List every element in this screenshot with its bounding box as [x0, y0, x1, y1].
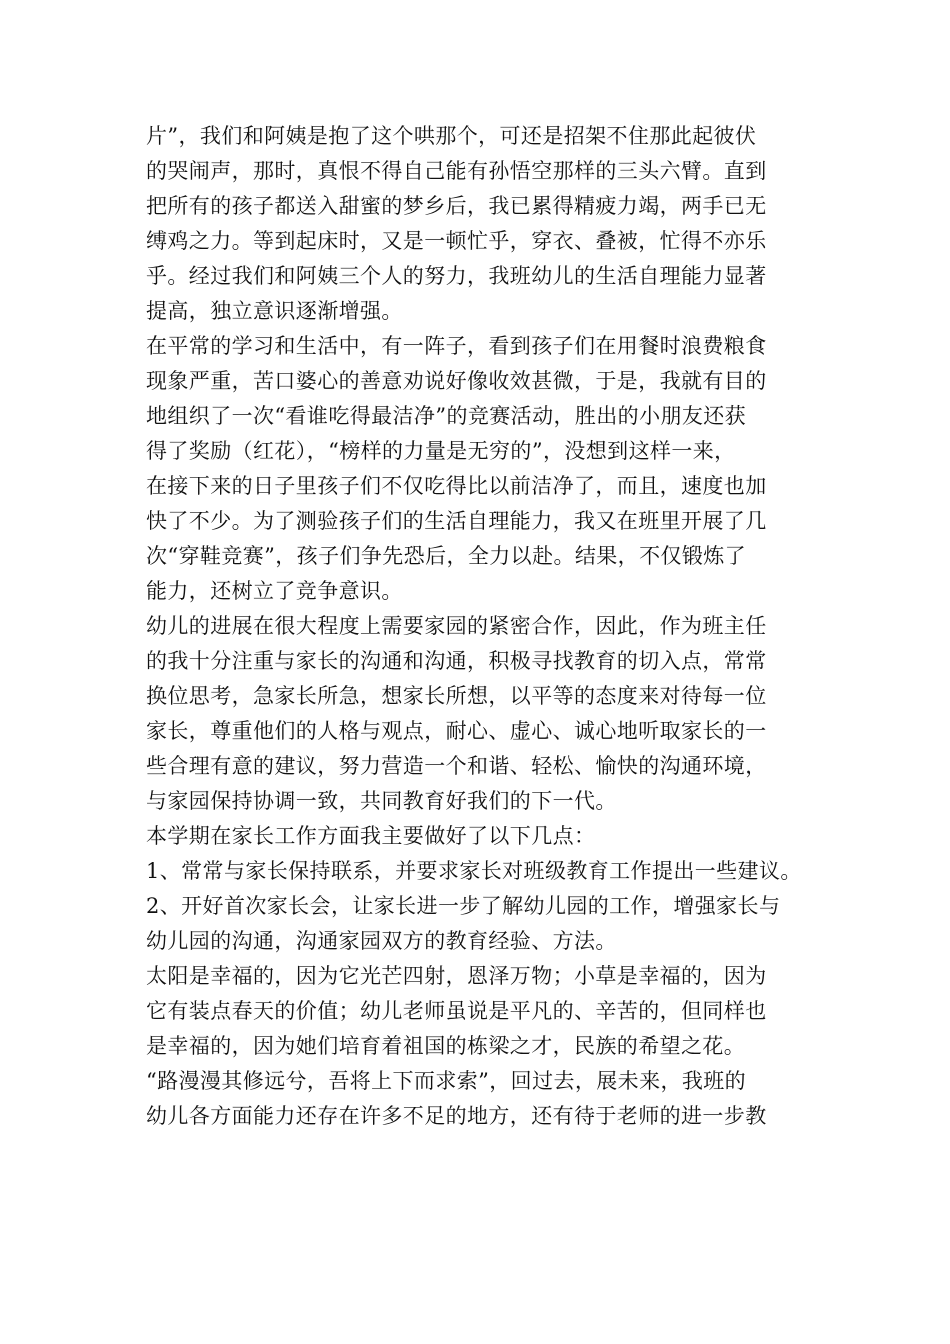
text-line: 次“穿鞋竞赛”，孩子们争先恐后，全力以赴。结果，不仅锻炼了: [146, 544, 747, 568]
text-line: 得了奖励（红花），“榜样的力量是无穷的”，没想到这样一来，: [146, 439, 736, 463]
text-line: 乎。经过我们和阿姨三个人的努力，我班幼儿的生活自理能力显著: [146, 264, 767, 288]
text-line: 能力，还树立了竞争意识。: [146, 579, 403, 603]
text-line: 幼儿园的沟通，沟通家园双方的教育经验、方法。: [146, 929, 617, 953]
text-line: 快了不少。为了测验孩子们的生活自理能力，我又在班里开展了几: [146, 509, 767, 533]
text-line: 家长，尊重他们的人格与观点，耐心、虚心、诚心地听取家长的一: [146, 719, 767, 743]
text-line: 2、开好首次家长会，让家长进一步了解幼儿园的工作，增强家长与: [146, 894, 781, 918]
text-line: 在平常的学习和生活中，有一阵子，看到孩子们在用餐时浪费粮食: [146, 334, 767, 358]
text-line: 片”，我们和阿姨是抱了这个哄那个，可还是招架不住那此起彼伏: [146, 124, 757, 148]
document-body: [146, 119, 816, 1134]
text-line: 幼儿各方面能力还存在许多不足的地方，还有待于老师的进一步教: [146, 1104, 767, 1128]
text-line: 1、常常与家长保持联系，并要求家长对班级教育工作提出一些建议。: [146, 859, 802, 883]
text-line: 本学期在家长工作方面我主要做好了以下几点：: [146, 824, 596, 848]
text-line: 它有装点春天的价值；幼儿老师虽说是平凡的、辛苦的，但同样也: [146, 999, 767, 1023]
text-line: 的我十分注重与家长的沟通和沟通，积极寻找教育的切入点，常常: [146, 649, 767, 673]
text-line: 把所有的孩子都送入甜蜜的梦乡后，我已累得精疲力竭，两手已无: [146, 194, 767, 218]
text-line: 地组织了一次“看谁吃得最洁净”的竞赛活动，胜出的小朋友还获: [146, 404, 747, 428]
text-line: 与家园保持协调一致，共同教育好我们的下一代。: [146, 789, 617, 813]
text-line: 幼儿的进展在很大程度上需要家园的紧密合作，因此，作为班主任: [146, 614, 767, 638]
text-line: 在接下来的日子里孩子们不仅吃得比以前洁净了，而且，速度也加: [146, 474, 767, 498]
text-line: 的哭闹声，那时，真恨不得自己能有孙悟空那样的三头六臂。直到: [146, 159, 767, 183]
text-line: 换位思考，急家长所急，想家长所想，以平等的态度来对待每一位: [146, 684, 767, 708]
text-line: 现象严重，苦口婆心的善意劝说好像收效甚微，于是，我就有目的: [146, 369, 767, 393]
text-line: 提高，独立意识逐渐增强。: [146, 299, 403, 323]
text-line: “路漫漫其修远兮，吾将上下而求索”，回过去，展未来，我班的: [146, 1069, 747, 1093]
text-line: 太阳是幸福的，因为它光芒四射，恩泽万物；小草是幸福的，因为: [146, 964, 767, 988]
text-line: 是幸福的，因为她们培育着祖国的栋梁之才，民族的希望之花。: [146, 1034, 746, 1058]
text-line: 缚鸡之力。等到起床时，又是一顿忙乎，穿衣、叠被，忙得不亦乐: [146, 229, 767, 253]
text-line: 些合理有意的建议，努力营造一个和谐、轻松、愉快的沟通环境，: [146, 754, 767, 778]
